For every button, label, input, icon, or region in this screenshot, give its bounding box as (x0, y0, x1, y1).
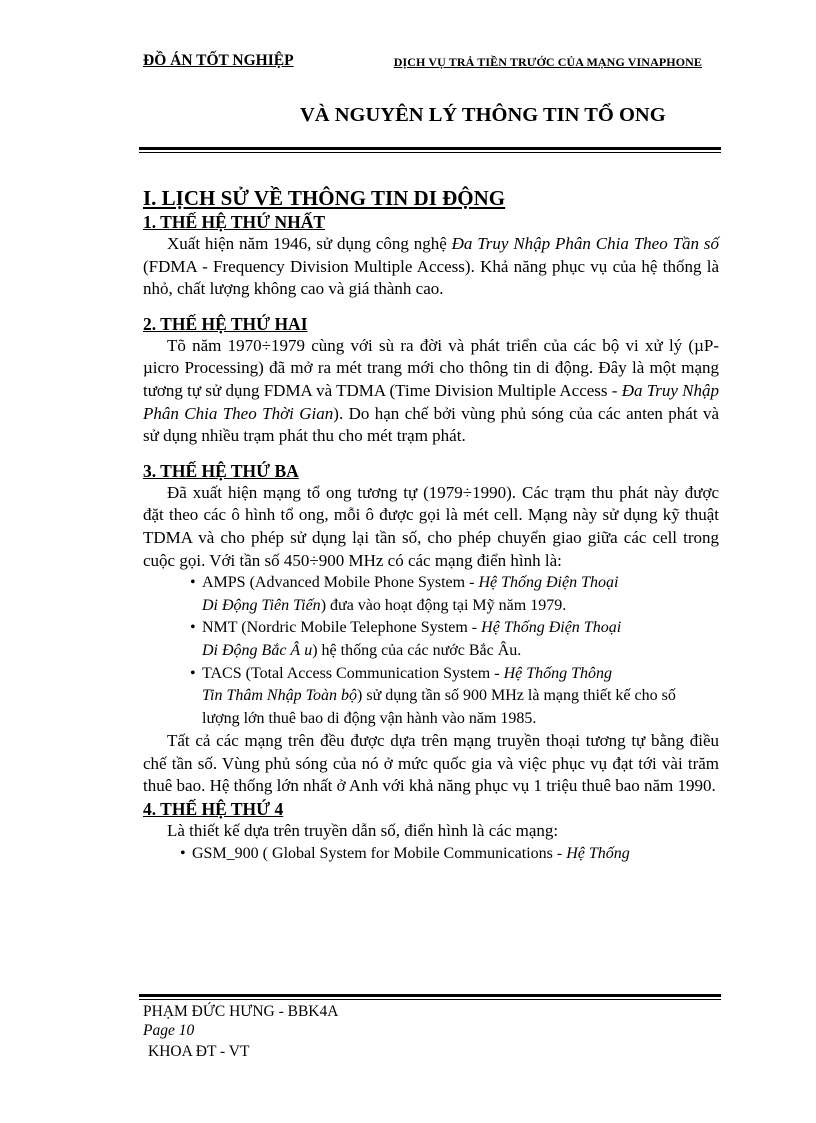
bullet-amps-text-a: AMPS (Advanced Mobile Phone System - (202, 574, 479, 592)
bullet-amps-text-b: Hệ Thống Điện Thoại (478, 574, 619, 592)
gen3-bullet-list (143, 572, 719, 730)
bullet-amps (190, 572, 719, 617)
document-body (143, 185, 719, 865)
header-right-title: DỊCH VỤ TRẢ TIỀN TRƯỚC CỦA MẠNG VINAPHONE (393, 55, 702, 69)
bullet-amps-text-d: ) đưa vào hoạt động tại Mỹ năm 1979. (320, 596, 567, 614)
gen3-paragraph-2: Tất cả các mạng trên đều được dựa trên mạng truyền thoại tương tự bằng điều chế tần số. Vùng phủ sóng của nó ở mức quốc gia và việc phục vụ đạt tới vài trăm thuê bao. Hệ thống lớn nhất ở Anh với khả năng phục vụ 1 triệu thuê bao năm 1990. (143, 731, 719, 796)
bullet-tacs-text-a: TACS (Total Access Communication System - (202, 664, 504, 682)
gen2-text-a: Tõ năm 1970÷1979 cùng với sù ra đời và phát triển của các bộ vi xử lý (µP-µicro Processing) đã mở ra mét trang mới cho thông tin di động. Đây là một mạng tương tự sử dụng FDMA và TDMA (Time Division Multiple Access - (143, 335, 719, 400)
bullet-gsm900-text-a: GSM_900 ( Global System for Mobile Communications - (192, 844, 567, 862)
footer-rule-thin (139, 999, 721, 1000)
header-left-title: ĐỒ ÁN TỐT NGHIỆP (143, 52, 294, 69)
bullet-nmt-text-d: ) hệ thống của các nước Bắc Âu. (312, 641, 522, 659)
section-heading: I. LỊCH SỬ VỀ THÔNG TIN DI ĐỘNG (143, 186, 506, 210)
bullet-nmt (190, 617, 719, 662)
bullet-icon: • (190, 664, 196, 682)
footer-department: KHOA ĐT - VT (148, 1043, 250, 1060)
gen2-paragraph (143, 335, 719, 448)
bullet-tacs-text-d: ) sử dụng tần số 900 MHz là mạng thiết kế cho số lượng lớn thuê bao di động vận hành vào năm 1985. (202, 687, 676, 727)
bullet-tacs-text-c: Tin Thâm Nhập Toàn bộ (202, 687, 358, 705)
bullet-icon: • (180, 844, 186, 862)
gen3-heading: 3. THẾ HỆ THỨ BA (143, 460, 299, 481)
footer-author: PHẠM ĐỨC HƯNG - BBK4A (143, 1003, 339, 1020)
header-rule-thick (139, 147, 721, 150)
bullet-tacs-text-b: Hệ Thống Thông (503, 664, 613, 682)
bullet-gsm900 (180, 843, 719, 866)
gen2-text-italic: Đa Truy Nhập Phân Chia Theo Thời Gian (143, 380, 720, 423)
bullet-nmt-text-b: Hệ Thống Điện Thoại (481, 619, 622, 637)
gen1-text-c: (FDMA - Frequency Division Multiple Access). Khả năng phục vụ của hệ thống là nhỏ, chất lượng không cao và giá thành cao. (143, 256, 719, 299)
gen1-paragraph (143, 233, 719, 301)
footer-rule-thick (139, 994, 721, 997)
bullet-nmt-text-a: NMT (Nordric Mobile Telephone System - (202, 619, 482, 637)
footer-page-number: Page 10 (143, 1022, 195, 1039)
bullet-gsm900-text-b: Hệ Thống (566, 844, 630, 862)
gen4-paragraph: Là thiết kế dựa trên truyền dẫn số, điển hình là các mạng: (167, 821, 559, 841)
gen2-heading: 2. THẾ HỆ THỨ HAI (143, 313, 308, 334)
gen3-paragraph-1: Đã xuất hiện mạng tổ ong tương tự (1979÷1990). Các trạm thu phát này được đặt theo các ô hình tổ ong, mỗi ô được gọi là mét cell. Mạng này sử dụng kỹ thuật TDMA và cho phép sử dụng lại tần số, cho phép chuyển giao giữa các cell trong cuộc gọi. Với tần số 450÷900 MHz có các mạng điển hình là: (143, 482, 719, 570)
bullet-nmt-text-c: Di Động Bắc Â u (202, 641, 313, 659)
gen1-text-italic: Đa Truy Nhập Phân Chia Theo Tần số (451, 234, 719, 253)
gen2-text-c: ). Do hạn chế bởi vùng phủ sóng của các anten phát và sử dụng nhiều trạm phát thu cho mét trạm phát. (143, 403, 719, 446)
gen1-heading: 1. THẾ HỆ THỨ NHẤT (143, 212, 326, 232)
document-title: VÀ NGUYÊN LÝ THÔNG TIN TỔ ONG (300, 104, 666, 126)
bullet-icon: • (190, 574, 196, 592)
bullet-amps-text-c: Di Động Tiên Tiến (202, 596, 321, 614)
bullet-icon: • (190, 619, 196, 637)
gen4-heading: 4. THẾ HỆ THỨ 4 (143, 799, 284, 820)
gen1-text-a: Xuất hiện năm 1946, sử dụng công nghệ (167, 234, 452, 253)
bullet-tacs (190, 663, 680, 731)
header-rule-thin (139, 152, 721, 153)
gen4-bullet-list (143, 843, 719, 866)
